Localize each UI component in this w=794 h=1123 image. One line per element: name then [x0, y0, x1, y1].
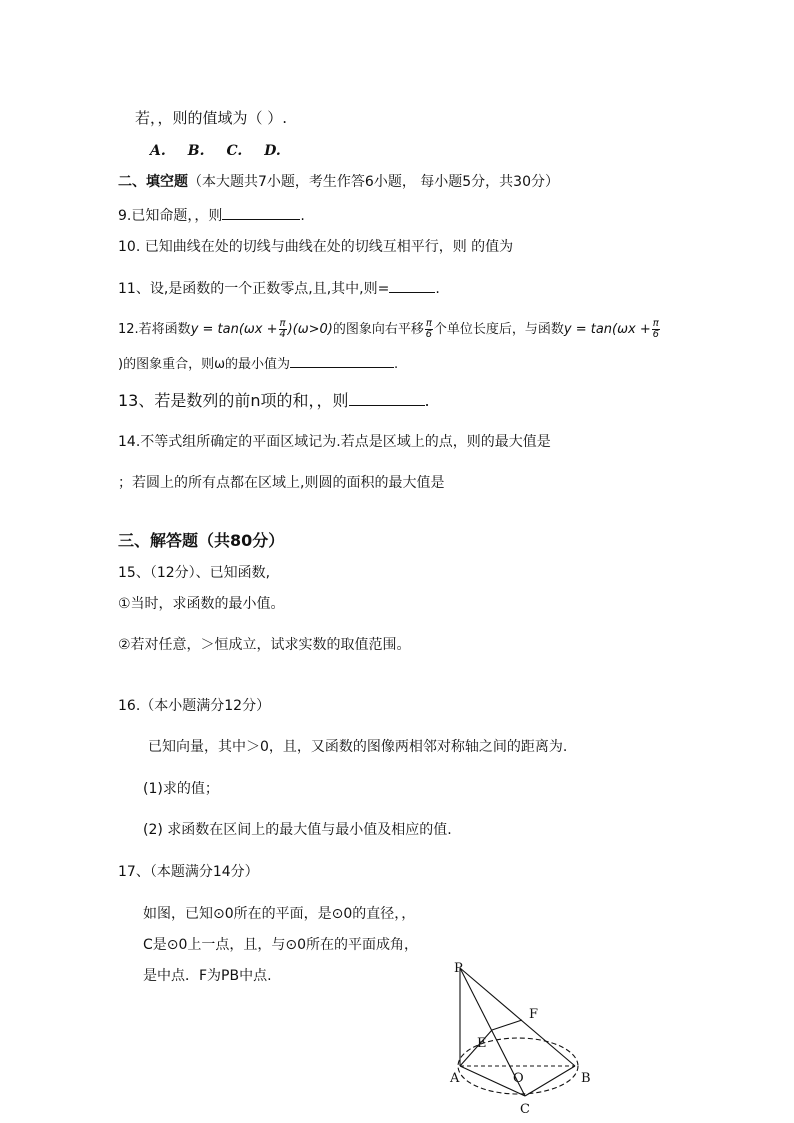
- q12-p3: 个单位长度后，与函数: [433, 322, 564, 337]
- label-o: O: [513, 1071, 524, 1086]
- q17-line2: C是⊙0上一点，且，与⊙0所在的平面成角，: [143, 937, 419, 953]
- label-p: P: [454, 961, 463, 976]
- q12-frac3: $\frac{\pi}{6}$: [652, 318, 659, 340]
- q17: 17、（本题满分14分）: [118, 864, 259, 880]
- q9: 9.已知命题，，则 .: [118, 205, 305, 226]
- q12-line2-text: )的图象重合，则ω的最小值为: [118, 357, 290, 372]
- q12-p2: 的图象向右平移: [332, 322, 424, 337]
- q9-text: 9.已知命题，，则: [118, 208, 223, 224]
- q15: 15、（12分）、已知函数,: [118, 565, 271, 581]
- option-a: A.: [150, 143, 166, 159]
- label-a: A: [450, 1071, 460, 1086]
- q16: 16.（本小题满分12分）: [118, 698, 271, 714]
- geometry-figure: [440, 958, 610, 1118]
- segment-pb: [460, 968, 575, 1066]
- q14-line2: ；若圆上的所有点都在区域上,则圆的面积的最大值是: [118, 475, 445, 491]
- section-2-desc: （本大题共7小题，考生作答6小题， 每小题5分，共30分）: [188, 174, 559, 190]
- q12-frac2: $\frac{\pi}{6}$: [425, 318, 433, 340]
- q12-func1: y = tan(ωx +: [190, 322, 278, 337]
- q12-blank: [290, 353, 394, 368]
- q12-line1: [118, 318, 661, 342]
- option-b: B.: [187, 143, 205, 159]
- q17-line1: 如图，已知⊙0所在的平面，是⊙0的直径，，: [143, 906, 416, 922]
- q16-body: 已知向量，其中＞0，且，又函数的图像两相邻对称轴之间的距离为.: [148, 739, 568, 755]
- segment-cb: [525, 1066, 575, 1096]
- option-c: C.: [226, 143, 243, 159]
- q16-part2: (2) 求函数在区间上的最大值与最小值及相应的值.: [143, 822, 452, 838]
- q10: 10. 已知曲线在处的切线与曲线在处的切线互相平行，则 的值为: [118, 239, 514, 255]
- q11: 11、设,是函数的一个正数零点,且,其中,则= .: [118, 278, 440, 299]
- q12-func2: y = tan(ωx +: [563, 322, 651, 337]
- section-2-title: 二、填空题: [118, 174, 188, 190]
- q12-frac1: $\frac{\pi}{4}$: [279, 318, 286, 340]
- q15-part1: ①当时，求函数的最小值。: [118, 596, 285, 612]
- q8-stem: 若，，则的值域为（ ）.: [135, 109, 288, 127]
- q8-options: [150, 141, 303, 161]
- section-2-heading: [118, 172, 559, 192]
- segment-ae: [460, 1030, 492, 1066]
- q15-part2: ②若对任意，＞恒成立，试求实数的取值范围。: [118, 637, 411, 653]
- q13-blank: [349, 391, 425, 406]
- q14-line1: 14.不等式组所确定的平面区域记为.若点是区域上的点，则的最大值是: [118, 434, 551, 450]
- label-e: E: [477, 1036, 487, 1051]
- q12-p1: 12.若将函数: [118, 322, 191, 337]
- q11-blank: [389, 278, 435, 293]
- q13: 13、若是数列的前n项的和，，则 .: [118, 391, 430, 410]
- q12-line2: )的图象重合，则ω的最小值为 .: [118, 353, 398, 375]
- q9-blank: [222, 205, 300, 220]
- label-c: C: [520, 1102, 530, 1117]
- label-f: F: [529, 1007, 539, 1022]
- label-b: B: [581, 1071, 591, 1086]
- q16-part1: (1)求的值；: [143, 781, 219, 797]
- q11-text: 11、设,是函数的一个正数零点,且,其中,则=: [118, 281, 390, 297]
- q17-line3: 是中点．F为PB中点.: [143, 968, 272, 984]
- segment-ef: [492, 1020, 522, 1030]
- option-d: D.: [264, 143, 281, 159]
- section-3-title: 三、解答题（共80分）: [118, 531, 285, 550]
- q13-text: 13、若是数列的前n项的和，，则: [118, 391, 349, 410]
- q12-func1-tail: )(ω>0): [287, 322, 333, 337]
